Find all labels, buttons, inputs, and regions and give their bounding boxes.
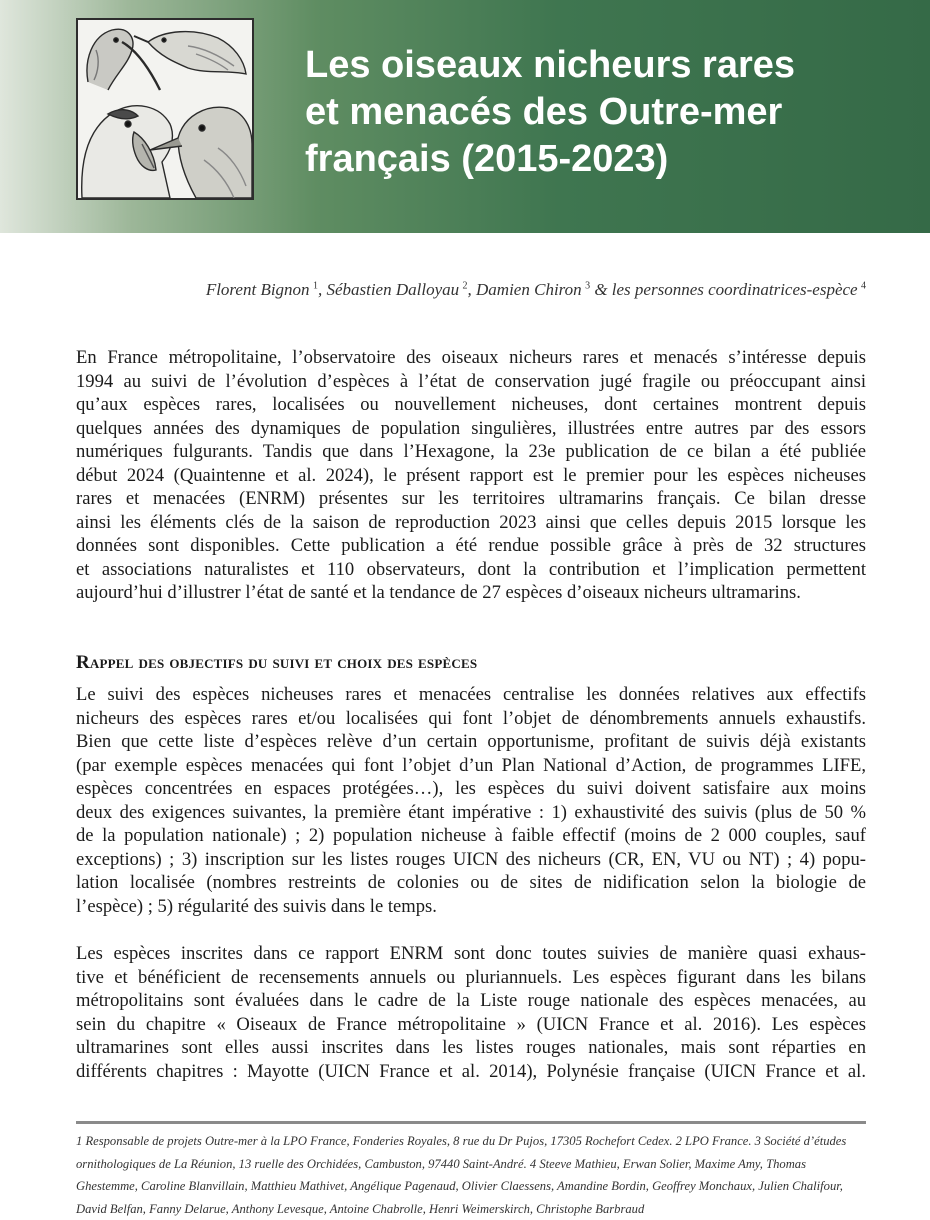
albatross-sketch (82, 106, 173, 198)
text-line: différents chapitres : Mayotte (UICN France et al. 2014), Polynésie française (UICN France et al. (76, 1060, 866, 1084)
title-line: et menacés des Outre-mer (305, 89, 905, 136)
author-name: Florent Bignon (206, 280, 310, 299)
text-line: Le suivi des espèces nicheuses rares et menacées centralise les données relatives aux effectifs (76, 683, 866, 707)
header-banner (0, 0, 930, 233)
footnote-line: Ghestemme, Caroline Blanvillain, Matthieu Mathivet, Angélique Pagenaud, Olivier Claessens, Amandine Bordin, Geoffrey Monchaux, Julien Chalifour, (76, 1175, 866, 1198)
text-line: En France métropolitaine, l’observatoire des oiseaux nicheurs rares et menacés s’intéresse depuis (76, 346, 866, 370)
title-line: français (2015-2023) (305, 136, 905, 183)
footnote-line: 1 Responsable de projets Outre-mer à la LPO France, Fonderies Royales, 8 rue du Dr Pujos, 17305 Rochefort Cedex. 2 LPO France. 3 Société d’études (76, 1130, 866, 1153)
footnote-line: David Belfan, Fanny Delarue, Anthony Levesque, Antoine Chabrolle, Henri Weimerskirch, Christophe Barbraud (76, 1198, 866, 1220)
text-line: de la population nationale) ; 2) population nicheuse à faible effectif (moins de 2 000 couples, sauf (76, 824, 866, 848)
bird-illustration (76, 18, 254, 200)
author-affiliation-marker: 1 (313, 280, 318, 291)
text-line: 1994 au suivi de l’évolution d’espèces à l’état de conservation jugé fragile ou préoccupant ainsi (76, 370, 866, 394)
text-line: nicheurs des espèces rares et/ou localisées qui font l’objet de dénombrements annuels exhaustifs. (76, 707, 866, 731)
text-line: ultramarines sont elles aussi inscrites dans les listes rouges nationales, mais sont réparties en (76, 1036, 866, 1060)
title-line: Les oiseaux nicheurs rares (305, 42, 905, 89)
text-line: l’espèce) ; 5) régularité des suivis dans le temps. (76, 895, 866, 919)
text-line: Les espèces inscrites dans ce rapport ENRM sont donc toutes suivies de manière quasi exhaus- (76, 942, 866, 966)
text-line: qu’aux espèces rares, localisées ou nouvellement nicheuses, dont certaines montrent depuis (76, 393, 866, 417)
text-line: Bien que cette liste d’espèces relève d’un certain opportunisme, profitant de suivis déjà existants (76, 730, 866, 754)
body-paragraph (76, 683, 866, 918)
author-affiliation-marker: 3 (585, 280, 590, 291)
text-line: aujourd’hui d’illustrer l’état de santé et la tendance de 27 espèces d’oiseaux nicheurs ultramarins. (76, 581, 866, 605)
text-line: métropolitains sont évaluées dans le cadre de la Liste rouge nationale des espèces menacées, au (76, 989, 866, 1013)
ibis-sketch (87, 29, 160, 90)
text-line: exceptions) ; 3) inscription sur les listes rouges UICN des nicheurs (CR, EN, VU ou NT) ; 4) popu- (76, 848, 866, 872)
footnote-divider (76, 1121, 866, 1124)
section-heading: Rappel des objectifs du suivi et choix des espèces (76, 652, 477, 674)
text-line: espèces concentrées en espaces protégées…), les espèces du suivi doivent satisfaire aux moins (76, 777, 866, 801)
footnotes (76, 1130, 866, 1220)
body-paragraph (76, 942, 866, 1083)
author-name: & les personnes coordinatrices-espèce (590, 280, 858, 299)
text-line: début 2024 (Quaintenne et al. 2024), le présent rapport est le premier pour les espèces nicheuses (76, 464, 866, 488)
author-name: , Damien Chiron (468, 280, 582, 299)
text-line: tive et bénéficient de recensements annuels ou pluriannuels. Les espèces figurant dans les bilans (76, 966, 866, 990)
text-line: rares et menacées (ENRM) présentes sur les territoires ultramarins français. Ce bilan dresse (76, 487, 866, 511)
text-line: lation localisée (nombres restreints de colonies ou de sites de nidification selon la biologie de (76, 871, 866, 895)
text-line: données sont disponibles. Cette publication a été rendue possible grâce à près de 32 structures (76, 534, 866, 558)
report-title (305, 42, 905, 183)
text-line: ainsi les éléments clés de la saison de reproduction 2023 ainsi que celles depuis 2015 lorsque les (76, 511, 866, 535)
text-line: sein du chapitre « Oiseaux de France métropolitaine » (UICN France et al. 2016). Les espèces (76, 1013, 866, 1037)
intro-paragraph (76, 346, 866, 605)
footnote-line: ornithologiques de La Réunion, 13 ruelle des Orchidées, Cambuston, 97440 Saint-André. 4 Steeve Mathieu, Erwan Solier, Maxime Amy, Thomas (76, 1153, 866, 1176)
text-line: et associations naturalistes et 110 observateurs, dont la contribution et l’implication permettent (76, 558, 866, 582)
author-affiliation-marker: 4 (861, 280, 866, 291)
author-affiliation-marker: 2 (463, 280, 468, 291)
bird-drawing-icon (78, 20, 252, 198)
text-line: numériques fulgurants. Tandis que dans l’Hexagone, la 23e publication de ce bilan a été publiée (76, 440, 866, 464)
author-list (76, 280, 866, 300)
text-line: (par exemple espèces menacées qui font l’objet d’un Plan National d’Action, de programmes LIFE, (76, 754, 866, 778)
songbird-sketch (134, 32, 246, 74)
text-line: quelques années des dynamiques de population singulières, illustrées entre autres par des essors (76, 417, 866, 441)
author-name: , Sébastien Dalloyau (318, 280, 459, 299)
text-line: deux des exigences suivantes, la première étant impérative : 1) exhaustivité des suivis (plus de 50 % (76, 801, 866, 825)
